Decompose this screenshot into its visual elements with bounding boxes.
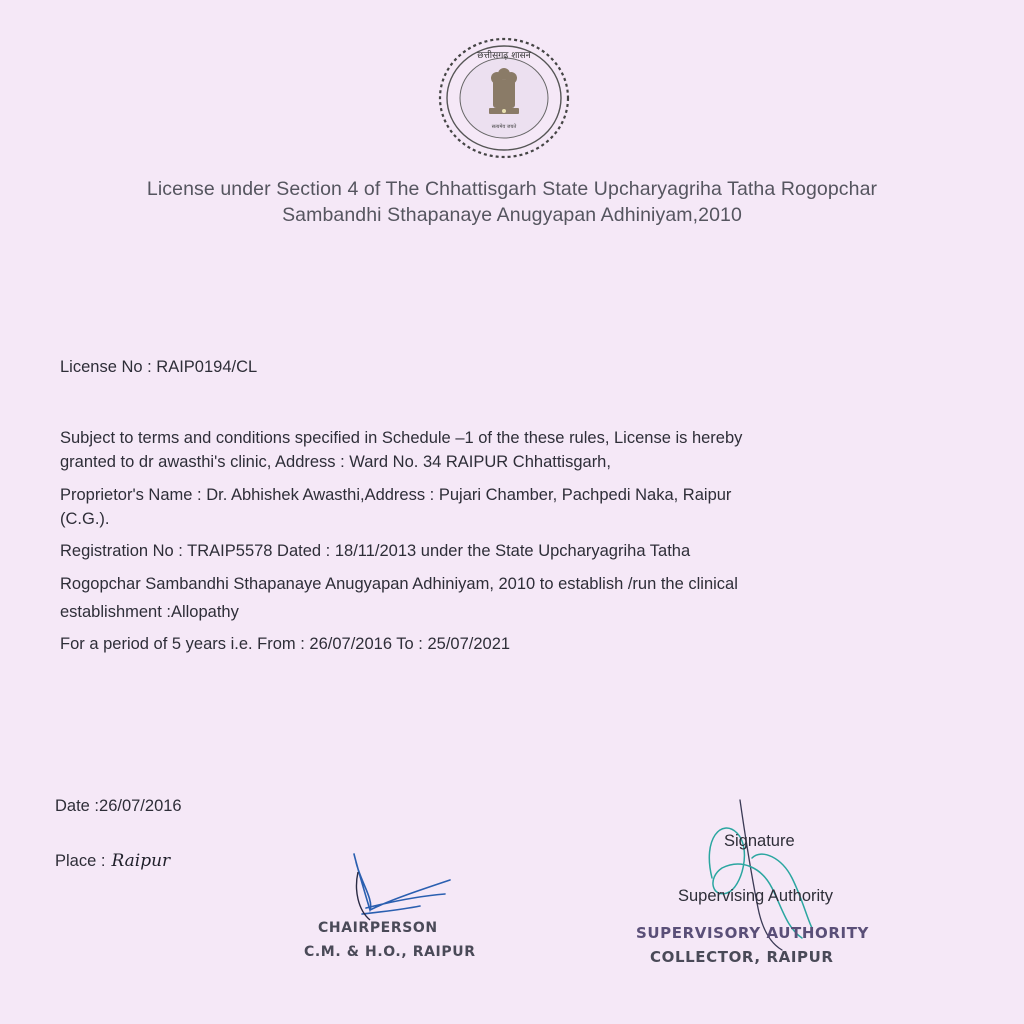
- place-label: Place :: [55, 852, 106, 870]
- paragraph-line: Rogopchar Sambandhi Sthapanaye Anugyapan Adhiniyam, 2010 to establish /run the clinical: [60, 575, 738, 593]
- paragraph-line: (C.G.).: [60, 510, 110, 528]
- svg-text:सत्यमेव जयते: सत्यमेव जयते: [491, 124, 517, 130]
- validity-period-line: For a period of 5 years i.e. From : 26/07/2016 To : 25/07/2021: [60, 635, 511, 653]
- paragraph-line: Subject to terms and conditions specified in Schedule –1 of the these rules, License is hereby: [60, 429, 743, 447]
- chairperson-title: CHAIRPERSON: [318, 920, 438, 936]
- document-heading: [40, 176, 984, 228]
- heading-line-2: Sambandhi Sthapanaye Anugyapan Adhiniyam,2010: [282, 204, 742, 226]
- paragraph-line: granted to dr awasthi's clinic, Address : Ward No. 34 RAIPUR Chhattisgarh,: [60, 453, 611, 471]
- place-handwritten-value: Raipur: [111, 851, 171, 871]
- chairperson-office: C.M. & H.O., RAIPUR: [304, 944, 476, 960]
- proprietor-line: Proprietor's Name : Dr. Abhishek Awasthi,Address : Pujari Chamber, Pachpedi Naka, Raipur: [60, 486, 732, 504]
- svg-text:छत्तीसगढ़ शासन: छत्तीसगढ़ शासन: [477, 51, 531, 61]
- license-number: License No : RAIP0194/CL: [60, 358, 258, 376]
- place-field: [55, 851, 170, 871]
- license-terms-paragraph: [60, 425, 742, 658]
- government-seal-emblem: [437, 36, 571, 160]
- supervising-authority-label: Supervising Authority: [678, 887, 834, 905]
- registration-line: Registration No : TRAIP5578 Dated : 18/11/2013 under the State Upcharyagriha Tatha: [60, 542, 691, 560]
- supervisory-authority-stamp: SUPERVISORY AUTHORITY: [636, 924, 870, 942]
- establishment-type-line: establishment :Allopathy: [60, 603, 239, 621]
- emblem-icon: [437, 36, 571, 160]
- issue-date: Date :26/07/2016: [55, 797, 182, 815]
- signature-label: Signature: [724, 832, 795, 850]
- collector-stamp: COLLECTOR, RAIPUR: [650, 948, 834, 966]
- chairperson-signature: [340, 850, 460, 925]
- heading-line-1: License under Section 4 of The Chhattisgarh State Upcharyagriha Tatha Rogopchar: [146, 178, 878, 200]
